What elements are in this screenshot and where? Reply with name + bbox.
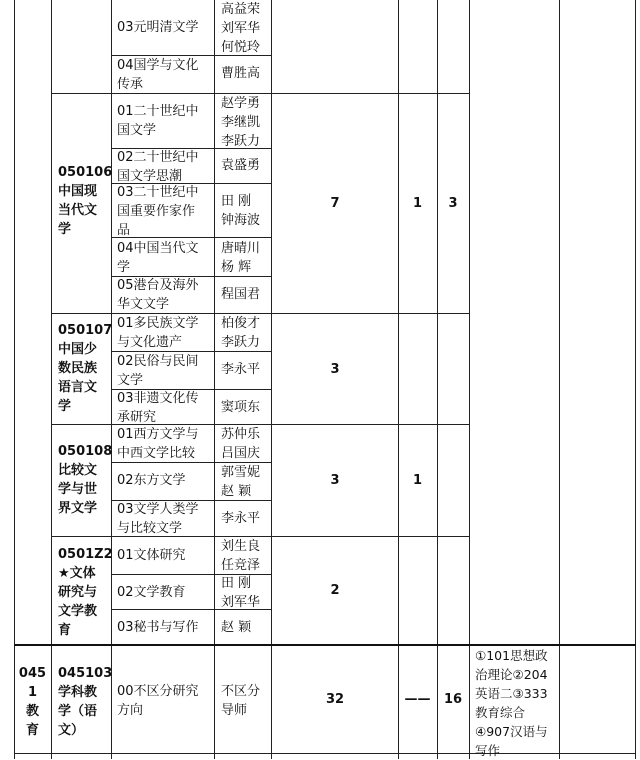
grid-line bbox=[51, 424, 470, 425]
enrollment-quota: 3 bbox=[330, 473, 340, 488]
supervisor-names: 田 刚 钟海波 bbox=[221, 194, 261, 228]
major-code-name: 0501Z2 ★文体 研究与 文学教 育 bbox=[58, 547, 113, 638]
enrollment-quota: 7 bbox=[330, 196, 340, 211]
supervisor-names: 唐晴川 杨 辉 bbox=[221, 241, 261, 275]
supervisor-names: 程国君 bbox=[221, 287, 261, 302]
research-direction: 04中国当代文 学 bbox=[117, 241, 199, 275]
research-direction: 05港台及海外 华文文学 bbox=[117, 278, 199, 312]
major-code-name: 050106 中国现 当代文 学 bbox=[58, 165, 113, 237]
supervisor-names: 李永平 bbox=[221, 511, 261, 526]
research-direction: 02东方文学 bbox=[117, 473, 186, 488]
major-code-name: 050108 比较文 学与世 界文学 bbox=[58, 444, 113, 516]
research-direction: 03元明清文学 bbox=[117, 20, 199, 35]
research-direction: 03秘书与写作 bbox=[117, 620, 199, 635]
supervisor-names: 窦项东 bbox=[221, 400, 261, 415]
enrollment-quota: 2 bbox=[330, 583, 340, 598]
enrollment-quota-b: 16 bbox=[443, 692, 463, 707]
supervisor-names: 高益荣 刘军华 何悦玲 bbox=[221, 2, 261, 55]
supervisor-names: 曹胜高 bbox=[221, 66, 261, 81]
supervisor-names: 苏仲乐 吕国庆 bbox=[221, 427, 261, 461]
major-code-name: 045103 学科教 学（语 文） bbox=[58, 666, 113, 738]
college-code-name: 045 1 教 育 bbox=[18, 666, 47, 738]
research-direction: 03二十世纪中 国重要作家作 品 bbox=[117, 185, 199, 238]
research-direction: 04国学与文化 传承 bbox=[117, 58, 199, 92]
supervisor-names: 赵学勇 李继凯 李跃力 bbox=[221, 96, 261, 149]
supervisor-names: 李永平 bbox=[221, 362, 261, 377]
supervisor-names: 刘生良 任竞泽 bbox=[221, 539, 261, 573]
supervisor-names: 柏俊才 李跃力 bbox=[221, 316, 261, 350]
enrollment-quota: 3 bbox=[330, 362, 340, 377]
supervisor-names: 田 刚 刘军华 bbox=[221, 576, 261, 610]
grid-line bbox=[51, 536, 470, 537]
enrollment-quota-b: 3 bbox=[448, 196, 458, 211]
supervisor-names: 郭雪妮 赵 颖 bbox=[221, 465, 261, 499]
supervisor-names: 赵 颖 bbox=[221, 620, 252, 635]
research-direction: 03文学人类学 与比较文学 bbox=[117, 502, 199, 536]
research-direction: 01多民族文学 与文化遗产 bbox=[117, 316, 199, 350]
grid-line bbox=[51, 313, 470, 314]
research-direction: 01西方文学与 中西文学比较 bbox=[117, 427, 199, 461]
research-direction: 02民俗与民间 文学 bbox=[117, 354, 199, 388]
research-direction: 02文学教育 bbox=[117, 585, 186, 600]
research-direction: 02二十世纪中 国文学思潮 bbox=[117, 150, 199, 184]
enrollment-quota-a: 1 bbox=[412, 196, 423, 211]
enrollment-quota: 32 bbox=[325, 692, 345, 707]
research-direction: 03非遗文化传 承研究 bbox=[117, 391, 199, 425]
research-direction: 01文体研究 bbox=[117, 548, 186, 563]
research-direction: 00不区分研究 方向 bbox=[117, 684, 199, 718]
enrollment-quota-a: 1 bbox=[412, 473, 423, 488]
supervisor-names: 不区分 导师 bbox=[221, 684, 261, 718]
major-code-name: 050107 中国少 数民族 语言文 学 bbox=[58, 323, 113, 414]
research-direction: 01二十世纪中 国文学 bbox=[117, 104, 199, 138]
enrollment-quota-a: —— bbox=[404, 692, 431, 707]
exam-subjects: ①101思想政 治理论②204 英语二③333 教育综合 ④907汉语与 写作 bbox=[475, 648, 548, 758]
supervisor-names: 袁盛勇 bbox=[221, 158, 261, 173]
grid-line bbox=[51, 93, 470, 94]
